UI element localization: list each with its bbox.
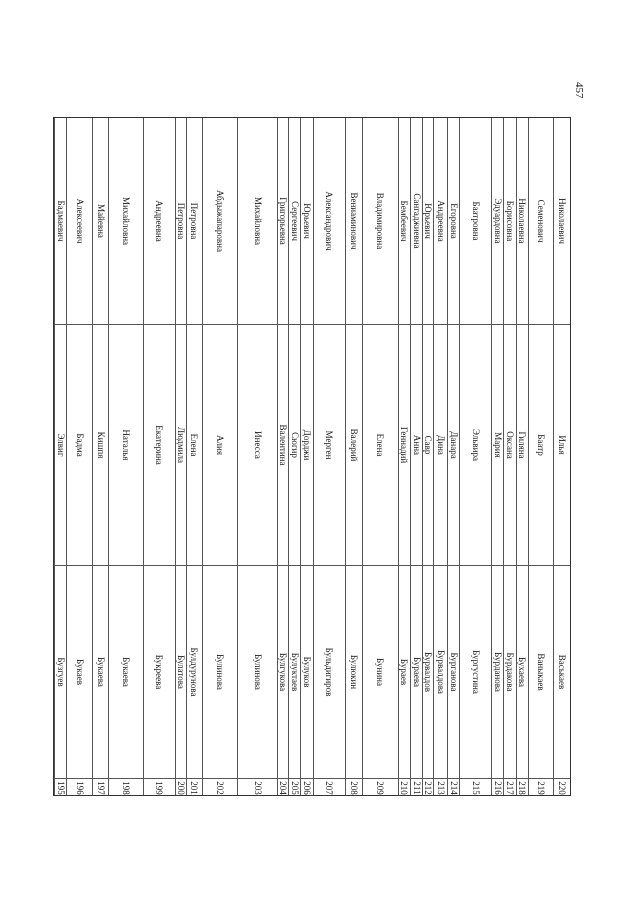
patronymic-text: Юрьевич <box>423 203 434 239</box>
no-text: 215 <box>470 780 481 795</box>
name-text: Дорджи <box>301 429 312 460</box>
patronymic-text: Сангаджиевна <box>411 193 422 249</box>
patronymic-text: Александрович <box>324 191 335 251</box>
cell-patronymic <box>492 118 503 324</box>
name-text: Анна <box>411 434 422 455</box>
cell-name <box>289 324 300 565</box>
table-row <box>66 118 92 795</box>
table-row <box>313 118 345 795</box>
table-row <box>237 118 276 795</box>
cell-patronymic <box>187 118 202 324</box>
cell-name <box>67 324 92 565</box>
patronymic-text: Семенович <box>535 199 546 243</box>
cell-surname <box>460 565 491 778</box>
cell-name <box>504 324 515 565</box>
cell-name <box>187 324 202 565</box>
surname-text: Бураева <box>411 656 422 687</box>
patronymic-text: Баатровна <box>470 201 481 241</box>
patronymic-text: Сергеевич <box>289 201 300 241</box>
name-text: Мария <box>492 431 503 458</box>
surname-text: Булатова <box>175 654 186 689</box>
no-text: 209 <box>375 780 386 795</box>
cell-no <box>504 778 515 797</box>
cell-patronymic <box>434 118 447 324</box>
cell-name <box>434 324 447 565</box>
cell-no <box>187 778 202 797</box>
surname-text: Бурдакова <box>505 652 516 691</box>
name-text: Дина <box>435 434 446 455</box>
cell-name <box>399 324 410 565</box>
cell-no <box>399 778 410 797</box>
surname-text: Булгукова <box>277 652 288 691</box>
cell-surname <box>517 565 528 778</box>
cell-surname <box>187 565 202 778</box>
cell-name <box>448 324 459 565</box>
cell-surname <box>492 565 503 778</box>
no-text: 208 <box>348 780 359 795</box>
table-row <box>410 118 422 795</box>
cell-surname <box>434 565 447 778</box>
cell-patronymic <box>176 118 186 324</box>
no-text: 206 <box>301 780 312 795</box>
surname-text: Букаев <box>74 658 85 685</box>
cell-surname <box>238 565 276 778</box>
surname-text: Васькаев <box>556 654 567 689</box>
cell-name <box>238 324 276 565</box>
name-text: Оксана <box>505 430 516 459</box>
name-text: Данара <box>448 430 459 459</box>
cell-name <box>423 324 433 565</box>
cell-patronymic <box>301 118 312 324</box>
cell-patronymic <box>346 118 362 324</box>
name-text: Баатр <box>535 433 546 456</box>
table-row <box>288 118 300 795</box>
table-row <box>459 118 491 795</box>
cell-no <box>517 778 528 797</box>
patronymic-text: Андреевна <box>435 200 446 242</box>
cell-patronymic <box>144 118 175 324</box>
patronymic-text: Бембеевич <box>399 200 410 242</box>
cell-patronymic <box>203 118 238 324</box>
patronymic-text: Николаевич <box>556 198 567 244</box>
table-row <box>54 118 66 795</box>
cell-patronymic <box>460 118 491 324</box>
surname-text: Бурвалдова <box>435 649 446 694</box>
surname-text: Ваныкаев <box>535 652 546 691</box>
table-row <box>277 118 288 795</box>
patronymic-text: Николаевна <box>517 198 528 244</box>
table-row <box>362 118 398 795</box>
patronymic-text: Григорьевна <box>277 197 288 245</box>
name-text: Гиляна <box>517 430 528 459</box>
cell-surname <box>423 565 433 778</box>
table-row <box>422 118 433 795</box>
cell-name <box>144 324 175 565</box>
table-row <box>345 118 362 795</box>
cell-surname <box>411 565 422 778</box>
table-row <box>175 118 186 795</box>
name-text: Алия <box>215 434 226 455</box>
register-table <box>53 117 571 796</box>
cell-surname <box>203 565 238 778</box>
cell-no <box>448 778 459 797</box>
no-text: 202 <box>215 780 226 795</box>
table-row <box>92 118 108 795</box>
cell-patronymic <box>55 118 66 324</box>
no-text: 196 <box>74 780 85 795</box>
surname-text: Бузгуев <box>55 656 66 687</box>
cell-name <box>55 324 66 565</box>
patronymic-text: Вениаминович <box>348 192 359 250</box>
cell-surname <box>67 565 92 778</box>
table-row <box>553 118 570 795</box>
patronymic-text: Алексеевич <box>74 198 85 244</box>
no-text: 217 <box>505 780 516 795</box>
cell-no <box>67 778 92 797</box>
patronymic-text: Егоровна <box>448 203 459 239</box>
cell-no <box>278 778 288 797</box>
cell-surname <box>314 565 345 778</box>
no-text: 207 <box>324 780 335 795</box>
cell-surname <box>289 565 300 778</box>
no-text: 213 <box>435 780 446 795</box>
cell-patronymic <box>399 118 410 324</box>
cell-patronymic <box>448 118 459 324</box>
cell-surname <box>399 565 410 778</box>
no-text: 204 <box>277 780 288 795</box>
cell-no <box>93 778 108 797</box>
table-row <box>300 118 312 795</box>
surname-text: Бухаева <box>517 656 528 687</box>
cell-name <box>492 324 503 565</box>
table-row <box>528 118 553 795</box>
surname-text: Бургустина <box>470 649 481 694</box>
cell-name <box>554 324 570 565</box>
cell-name <box>93 324 108 565</box>
name-text: Элвиг <box>55 432 66 457</box>
cell-no <box>314 778 345 797</box>
name-text: Бадма <box>74 432 85 457</box>
name-text: Екатерина <box>154 424 165 465</box>
cell-no <box>203 778 238 797</box>
table-row <box>503 118 515 795</box>
table-row <box>516 118 528 795</box>
cell-patronymic <box>517 118 528 324</box>
table-row <box>433 118 447 795</box>
cell-patronymic <box>423 118 433 324</box>
surname-text: Бурданова <box>492 651 503 692</box>
cell-surname <box>529 565 553 778</box>
patronymic-text: Владимировна <box>375 192 386 250</box>
no-text: 211 <box>411 780 422 795</box>
patronymic-text: Эдуардовна <box>492 198 503 244</box>
name-text: Кишпя <box>95 431 106 458</box>
cell-surname <box>363 565 398 778</box>
cell-surname <box>346 565 362 778</box>
cell-no <box>176 778 186 797</box>
cell-patronymic <box>314 118 345 324</box>
name-text: Людмила <box>175 426 186 463</box>
name-text: Наталья <box>120 428 131 461</box>
patronymic-text: Майевна <box>95 204 106 238</box>
cell-patronymic <box>109 118 142 324</box>
cell-name <box>176 324 186 565</box>
table-row <box>398 118 410 795</box>
cell-patronymic <box>289 118 300 324</box>
table-row <box>108 118 142 795</box>
cell-name <box>460 324 491 565</box>
no-text: 212 <box>423 780 434 795</box>
surname-text: Бунина <box>375 657 386 686</box>
patronymic-text: Петровна <box>189 202 200 240</box>
cell-name <box>278 324 288 565</box>
patronymic-text: Борисовна <box>505 200 516 242</box>
no-text: 216 <box>492 780 503 795</box>
page-number: 457 <box>573 82 585 99</box>
surname-text: Бурвалдов <box>423 651 434 692</box>
cell-no <box>109 778 142 797</box>
surname-text: Булюкин <box>348 654 359 689</box>
cell-patronymic <box>529 118 553 324</box>
name-text: Савр <box>423 435 434 454</box>
surname-text: Букаева <box>95 656 106 687</box>
cell-patronymic <box>238 118 276 324</box>
cell-surname <box>55 565 66 778</box>
cell-no <box>55 778 66 797</box>
cell-no <box>238 778 276 797</box>
no-text: 198 <box>120 780 131 795</box>
surname-text: Булинова <box>215 653 226 690</box>
cell-no <box>434 778 447 797</box>
name-text: Илья <box>556 434 567 455</box>
name-text: Инесса <box>252 430 263 459</box>
cell-no <box>423 778 433 797</box>
cell-name <box>517 324 528 565</box>
cell-name <box>346 324 362 565</box>
cell-patronymic <box>278 118 288 324</box>
patronymic-text: Абдыжапаровна <box>215 190 226 252</box>
cell-name <box>363 324 398 565</box>
cell-name <box>411 324 422 565</box>
cell-no <box>144 778 175 797</box>
patronymic-text: Андреевна <box>154 200 165 242</box>
patronymic-text: Михайловна <box>252 196 263 246</box>
cell-name <box>109 324 142 565</box>
no-text: 195 <box>55 780 66 795</box>
no-text: 205 <box>289 780 300 795</box>
cell-surname <box>278 565 288 778</box>
name-text: Сюгир <box>289 431 300 458</box>
cell-no <box>346 778 362 797</box>
no-text: 218 <box>517 780 528 795</box>
cell-no <box>289 778 300 797</box>
cell-no <box>411 778 422 797</box>
no-text: 199 <box>154 780 165 795</box>
no-text: 203 <box>252 780 263 795</box>
surname-text: Булуктаев <box>289 652 300 691</box>
surname-text: Бурганова <box>448 651 459 692</box>
surname-text: Бураев <box>399 658 410 685</box>
cell-name <box>203 324 238 565</box>
cell-patronymic <box>67 118 92 324</box>
cell-patronymic <box>411 118 422 324</box>
table-row <box>447 118 459 795</box>
no-text: 219 <box>535 780 546 795</box>
patronymic-text: Петровна <box>175 202 186 240</box>
cell-patronymic <box>363 118 398 324</box>
no-text: 200 <box>175 780 186 795</box>
cell-no <box>554 778 570 797</box>
no-text: 214 <box>448 780 459 795</box>
cell-name <box>314 324 345 565</box>
cell-surname <box>504 565 515 778</box>
name-text: Елена <box>189 433 200 456</box>
cell-surname <box>301 565 312 778</box>
name-text: Эльвира <box>470 428 481 461</box>
cell-surname <box>144 565 175 778</box>
table-row <box>202 118 238 795</box>
no-text: 201 <box>189 780 200 795</box>
cell-no <box>529 778 553 797</box>
cell-no <box>460 778 491 797</box>
patronymic-text: Юрьевич <box>301 203 312 239</box>
name-text: Валентина <box>277 424 288 465</box>
patronymic-text: Бадмаевич <box>55 200 66 242</box>
patronymic-text: Михайловна <box>120 196 131 246</box>
cell-surname <box>93 565 108 778</box>
no-text: 220 <box>556 780 567 795</box>
cell-no <box>492 778 503 797</box>
surname-text: Букаева <box>120 656 131 687</box>
cell-name <box>529 324 553 565</box>
cell-patronymic <box>554 118 570 324</box>
surname-text: Бульдигиров <box>324 647 335 696</box>
name-text: Валерий <box>348 428 359 461</box>
cell-no <box>301 778 312 797</box>
cell-no <box>363 778 398 797</box>
cell-surname <box>448 565 459 778</box>
surname-text: Булинова <box>252 653 263 690</box>
surname-text: Букреева <box>154 654 165 689</box>
no-text: 197 <box>95 780 106 795</box>
surname-text: Булдурунова <box>189 647 200 696</box>
cell-surname <box>109 565 142 778</box>
cell-surname <box>554 565 570 778</box>
name-text: Мерген <box>324 430 335 459</box>
name-text: Елена <box>375 433 386 456</box>
table-row <box>491 118 503 795</box>
surname-text: Булуков <box>301 656 312 687</box>
no-text: 210 <box>399 780 410 795</box>
name-text: Геннадий <box>399 426 410 463</box>
cell-patronymic <box>504 118 515 324</box>
cell-name <box>301 324 312 565</box>
table-row <box>143 118 175 795</box>
cell-patronymic <box>93 118 108 324</box>
cell-surname <box>176 565 186 778</box>
table-row <box>186 118 202 795</box>
